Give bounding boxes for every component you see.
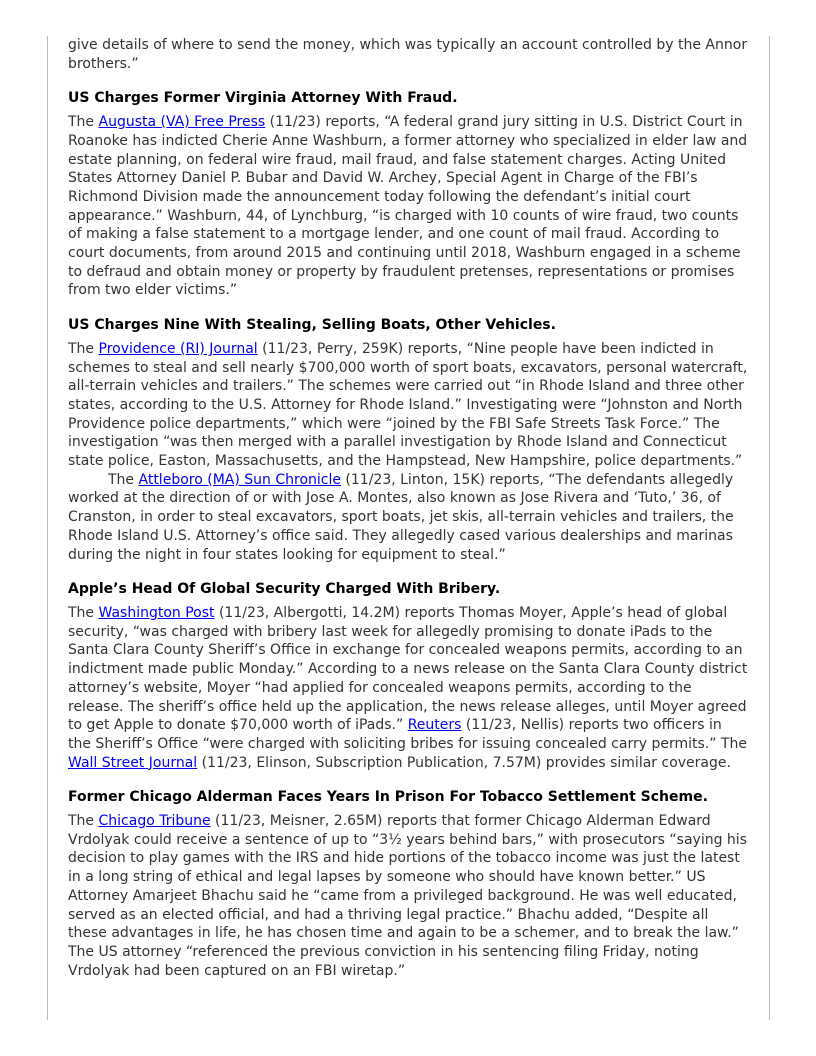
article-paragraph (68, 471, 749, 565)
article-headline: Apple’s Head Of Global Security Charged With Bribery. (68, 581, 501, 598)
paragraph-text: (11/23, Nellis) reports two officers in the Sheriff’s Office “were charged with soliciting bribes for issuing concealed carry permits.” The (68, 717, 747, 752)
article-paragraph (68, 812, 749, 980)
article-paragraph (68, 340, 749, 471)
paragraph-text: (11/23) reports, “A federal grand jury sitting in U.S. District Court in Roanoke has indicted Cherie Anne Washburn, a former attorney who specialized in elder law and estate planning, on federal wire fraud, mail fraud, and false statement charges. Acting United States Attorney Daniel P. Bubar and David W. Archey, Special Agent in Charge of the FBI’s Richmond Division made the announcement today following the defendant’s initial court appearance.” Washburn, 44, of Lynchburg, “is charged with 10 counts of wire fraud, two counts of making a false statement to a mortgage lender, and one count of mail fraud. According to court documents, from around 2015 and continuing until 2018, Washburn engaged in a scheme to defraud and obtain money or property by fraudulent pretenses, representations or promises from two elder victims.” (68, 114, 748, 299)
source-link-reuters[interactable]: Reuters (407, 717, 462, 734)
source-link-washington-post[interactable]: Washington Post (98, 604, 215, 621)
article-paragraph (68, 604, 749, 772)
lead-word: The (68, 813, 99, 830)
paragraph-text: (11/23, Albergotti, 14.2M) reports Thomas Moyer, Apple’s head of global security, “was charged with bribery last week for allegedly promising to donate iPads to the Santa Clara County Sheriff’s Office in exchange for concealed weapons permits, according to an indictment made public Monday.” According to a news release on the Santa Clara County district attorney’s website, Moyer “had applied for concealed weapons permits, according to the release. The sheriff’s office held up the application, the news release alleges, until Moyer agreed to get Apple to donate $70,000 worth of iPads.” (68, 604, 748, 734)
paragraph-text: (11/23, Linton, 15K) reports, “The defendants allegedly worked at the direction of or with Jose A. Montes, also known as Jose Rivera and ‘Tuto,’ 36, of Cranston, in order to steal excavators, sport boats, jet skis, all-terrain vehicles and trailers, the Rhode Island U.S. Attorney’s office said. They allegedly cased various dealerships and marinas during the night in four states looking for equipment to steal.” (68, 471, 734, 563)
lead-word: The (68, 604, 99, 621)
paragraph-text: (11/23, Meisner, 2.65M) reports that former Chicago Alderman Edward Vrdolyak could receive a sentence of up to “3½ years behind bars,” with prosecutors “saying his decision to play games with the IRS and hide portions of the tobacco income was just the latest in a long string of ethical and legal lapses by someone who should have known better.” US Attorney Amarjeet Bhachu said he “came from a privileged background. He was well educated, served as an elected official, and had a thriving legal practice.” Bhachu added, “Despite all these advantages in life, he has chosen time and again to be a schemer, and to break the law.” The US attorney “referenced the previous conviction in his sentencing filing Friday, noting Vrdolyak had been captured on an FBI wiretap.” (68, 813, 747, 979)
source-link-wall-street-journal[interactable]: Wall Street Journal (68, 754, 198, 771)
document-content (68, 36, 749, 980)
article-headline: US Charges Former Virginia Attorney With Fraud. (68, 90, 458, 107)
document-page (47, 36, 770, 1020)
lead-word: The (68, 114, 99, 131)
paragraph-text: (11/23, Elinson, Subscription Publication, 7.57M) provides similar coverage. (197, 754, 731, 771)
source-link-chicago-tribune[interactable]: Chicago Tribune (98, 813, 211, 830)
paragraph-text: (11/23, Perry, 259K) reports, “Nine people have been indicted in schemes to steal and sell nearly $700,000 worth of sport boats, excavators, personal watercraft, all-terrain vehicles and trailers.” The schemes were carried out “in Rhode Island and three other states, according to the U.S. Attorney for Rhode Island.” Investigating were “Johnston and North Providence police departments,” which were “joined by the FBI Safe Streets Task Force.” The investigation “was then merged with a parallel investigation by Rhode Island and Connecticut state police, Easton, Massachusetts, and the Hampstead, New Hampshire, police departments.” (68, 340, 748, 470)
article-headline: Former Chicago Alderman Faces Years In Prison For Tobacco Settlement Scheme. (68, 789, 708, 806)
source-link-augusta-free-press[interactable]: Augusta (VA) Free Press (98, 114, 266, 131)
lead-word: The (108, 471, 139, 488)
source-link-attleboro-sun-chronicle[interactable]: Attleboro (MA) Sun Chronicle (138, 471, 341, 488)
intro-continuation: give details of where to send the money, which was typically an account controlled by the Annor brothers.” (68, 37, 748, 72)
article-paragraph (68, 113, 749, 300)
article-headline: US Charges Nine With Stealing, Selling Boats, Other Vehicles. (68, 317, 556, 334)
source-link-providence-journal[interactable]: Providence (RI) Journal (98, 340, 258, 357)
lead-word: The (68, 340, 99, 357)
